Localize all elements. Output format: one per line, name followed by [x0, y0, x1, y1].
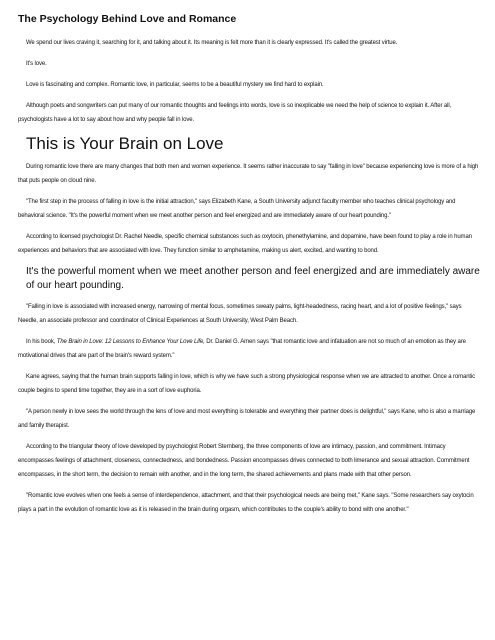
section-heading: This is Your Brain on Love [26, 134, 224, 153]
paragraph-4: Although poets and songwriters can put many of our romantic thoughts and feelings into words, love is so inexplicable we need the help of science to explain it. After all, psychologists have a lot to say about how and why people fall in love. [18, 103, 452, 123]
paragraph-12: According to the triangular theory of love developed by psychologist Robert Sternberg, the three components of love are intimacy, passion, and commitment. Intimacy encompasses feelings of attachment, closeness, connectedness, and bondedness. Passion encompasses drives connected to both limerance and sexual attraction. Commitment encompasses, in the short term, the decision to remain with another, and in the long term, the shared achievements and plans made with that other person. [18, 444, 470, 478]
paragraph-5: During romantic love there are many changes that both men and women experience. It seems rather inaccurate to say "falling in love" because experiencing love is more of a high that puts people on cloud nine. [18, 164, 479, 184]
paragraph-6: "The first step in the process of falling in love is the initial attraction," says Elizabeth Kane, a South University adjunct faculty member who teaches clinical psychology and behavioral science. "It's the powerful moment when we meet another person and feel energized and are immediately aware of our heart pounding." [18, 199, 456, 219]
pull-quote: It's the powerful moment when we meet another person and feel energized and are immediately aware of our heart pounding. [26, 266, 480, 291]
book-title: The Brain in Love: 12 Lessons to Enhance Your Love Life, [56, 339, 205, 345]
paragraph-1: We spend our lives craving it, searching for it, and talking about it. Its meaning is felt more than it is clearly expressed. It's called the greatest virtue. [26, 40, 398, 46]
paragraph-2: It's love. [26, 61, 47, 67]
paragraph-11: "A person newly in love sees the world through the lens of love and most everything is tolerable and everything their partner does is delightful," says Kane, who is also a marriage and family therapist. [18, 409, 476, 429]
paragraph-9-rest: Dr. Daniel G. Amen says "that romantic love and infatuation are not so much of an emotion as they are motivational drives that are part of the brain's reward system." [18, 339, 466, 359]
paragraph-9-intro: In his book, [26, 339, 57, 345]
paragraph-7: According to licensed psychologist Dr. Rachel Needle, specific chemical substances such as oxytocin, phenethylamine, and dopamine, have been found to play a role in human experiences and behaviors that are associated with love. They function similar to amphetamine, making us alert, excited, and wanting to bond. [18, 234, 472, 254]
paragraph-13: "Romantic love evolves when one feels a sense of interdependence, attachment, and that their psychological needs are being met," Kane says. "Some researchers say oxytocin plays a part in the evolution of romantic love as it is released in the brain during orgasm, which contributes to the couple's ability to bond with one another." [18, 493, 474, 513]
paragraph-9 [18, 335, 480, 363]
paragraph-10: Kane agrees, saying that the human brain supports falling in love, which is why we have such a strong physiological response when we are attracted to another. Once a romantic couple begins to spend time together, they are in a sort of love euphoria. [18, 374, 476, 394]
paragraph-3: Love is fascinating and complex. Romantic love, in particular, seems to be a beautiful mystery we find hard to explain. [26, 82, 324, 88]
article-title: The Psychology Behind Love and Romance [18, 13, 237, 25]
paragraph-8: "Falling in love is associated with increased energy, narrowing of mental focus, sometimes sweaty palms, light-headedness, racing heart, and a lot of positive feelings," says Needle, an associate professor and coordinator of Clinical Experiences at South University, West Palm Beach. [18, 304, 462, 324]
